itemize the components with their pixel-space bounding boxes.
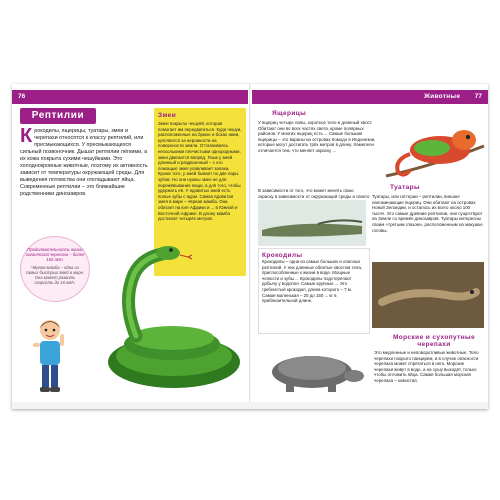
chapter-title: Рептилии — [20, 108, 96, 124]
fact-turtle-lifespan: Продолжительность жизни гигантской черепахи – более 160 лет. — [25, 247, 85, 263]
turtles-text: Это медленные и неповоротливые животные. Тело черепахи покрыто панцирем, и в случае опасности черепаха может спрятаться в него. Морские черепахи живут в воде, а на сушу выходят, только чтобы отложить яйца. Самая большая морская черепаха – кожистая. — [374, 350, 479, 383]
intro-paragraph — [20, 125, 150, 198]
lizards-extra-text: В зависимости от того, что может менять свою окраску в зависимости от окружающей среды и своего — [258, 188, 370, 199]
fact-speech-bubble — [20, 236, 90, 302]
header-band-right — [252, 90, 488, 104]
tuatara-photo — [372, 262, 484, 328]
fact-mamba-speed: Чёрная мамба – одна из самых быстрых змей в мире. Она может развить скорость до 16 км/ч. — [25, 264, 85, 286]
crocodile-photo — [258, 200, 366, 246]
tuatara-title: Туатары — [390, 184, 420, 191]
drop-cap: К — [20, 125, 33, 147]
boy-illustration — [30, 316, 70, 396]
section-title: Животные — [424, 93, 461, 100]
turtle-photo — [254, 334, 374, 400]
page-footer-strip — [12, 402, 488, 409]
chameleon-photo — [382, 106, 488, 188]
tuatara-text: Туатары, или гаттерии – рептилии, внешне напоминающие ящериц. Они обитают на островах Новой Зеландии, и осталось их всего около 100 тысяч. Это самые древние рептилии, они существуют на Земле со времён динозавров. Туатары интересны своим «третьим глазом», расположенным на макушке головы. — [372, 194, 483, 233]
header-band-left — [12, 90, 248, 104]
snakes-text: Змеи покрыты чешуёй, которая помогает им передвигаться. Куда чешуи, расположенные на брюхе и боках змеи, цепляются за неровности на поверхности земли. Отталкиваясь несколькими плечистыми однородными, змеи двигается вперёд. Язык у змей длинный и раздвоенный – с его помощью змея улавливает запахи. Кроме того, у змей бывает по две пары зубов. Но они нужны змее не для пережёвывания пищи, а для того, чтобы удержать её. У ядовитых змей есть полые зубы с ядом. Самая ядовитая змея в мире – чёрная мамба. Она обитает на юге Африки и ... в Южной и Восточной Африке. В длину мамба достигает четырёх метров. — [158, 121, 242, 222]
crocodiles-text: Крокодилы – одни из самых больших и опасных рептилий. У них длинные облитые хвостом тела, приспособленные к жизни в воде. Мощные челюсти и зубы ... Крокодилы подстерегают добычу у водопоя. Самые крупные ... Это гребнистый крокодил, длина которого – 7 м. Самая маленькая – 20 до 150 ... кг в приблизительной длине. — [262, 259, 363, 304]
crocodiles-box — [258, 248, 370, 334]
snakes-title: Змеи — [158, 112, 177, 119]
lizards-text: У ящериц четыре лапы, короткое тело и длинный хвост. Обитают они во всех частях света, кроме полярных районов. У многих ящериц есть ... Самые большие ящерицы – это вараны на островах Комодо в Индонезии, которые могут достигать трёх метров в длину. Хамелеон отличается тем, что меняет окраску ... — [258, 120, 376, 153]
green-snake-photo — [96, 232, 244, 392]
page-number-right: 77 — [474, 93, 482, 100]
turtles-title: Морские и сухопутные черепахи — [392, 334, 476, 348]
page-number-left: 76 — [18, 93, 26, 100]
lizards-title: Ящерицы — [272, 110, 307, 117]
book-gutter — [249, 84, 251, 409]
crocodiles-title: Крокодилы — [262, 252, 303, 259]
intro-text: рокодилы, ящерицы, туатары, змеи и черепахи относятся к классу рептилий, или пресмыкающихся. У пресмыкающихся сильный позвоночник. Дышат рептилии лёгкими, а их кожа покрыта сухими чешуйками. Это холоднокровные животные, поэтому их активность зависит от температуры окружающей среды. Для выведения потомства они откладывают яйца. Современные рептилии – это ближайшие родственники динозавров. — [20, 128, 148, 197]
book-spread — [12, 84, 488, 409]
